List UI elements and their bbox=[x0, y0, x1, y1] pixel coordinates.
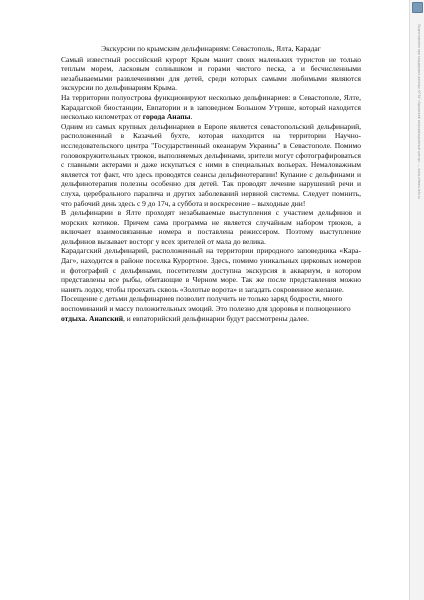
paragraph-karadag: Карадагский дельфинарий, расположенный на территории природного заповедника «Кара-Даг», находится в районе поселка Курортное. Здесь, помимо уникальных цирковых номеров и фотографий с дельфинами, посетителям доступна экскурсия в аквариум, в котором представлены все рыбы, обитающие в Черном море. Так же после представления можно нанять лодку, чтобы проехать сквозь «Золотые ворота» и загадать сокровенное желание. bbox=[61, 246, 361, 294]
side-panel bbox=[409, 0, 424, 600]
logo-icon bbox=[412, 2, 423, 13]
paragraph-text: Посещение с детьми дельфинариев позволит получить не только заряд бодрости, много воспоминаний и массу положительных эмоций. Это полезно для здоровья и полноценного bbox=[61, 294, 351, 314]
side-caption: Подготовлено при поддержке данных ФГБУ «Крымский информационный центр» — www.crimea-info.ru bbox=[417, 24, 421, 200]
page-title: Экскурсии по крымским дельфинариям: Севастополь, Ялта, Карадаг bbox=[101, 44, 321, 53]
paragraph-sevastopol: Одним из самых крупных дельфинариев в Европе является севастопольский дельфинарий, расположенный в Казачьей бухте, которая находится на территории Научно-исследовательского центра "Государственный океанарум Украины" в Севастополе. Помимо головокружительных трюков, выполняемых дельфинами, зрители могут сфотографироваться с главными актерами и даже искупаться с ними в специальных вольерах. Немаловажным является тот факт, что здесь проводятся сеансы дельфинотерапии! Купание с дельфинами и дельфинотерапия полезны особенно для детей. Так проводят лечение нарушений речи и слуха, церебрального паралича и других заболеваний нервной системы. Следует помнить, что рабочий день здесь с 9 до 17ч, а суббота и воскресение – выходные дни! bbox=[61, 121, 361, 208]
document-body bbox=[61, 44, 361, 323]
paragraph-text: . bbox=[190, 112, 193, 122]
paragraph-conclusion bbox=[61, 294, 361, 323]
anapa-rest-link[interactable]: отдыха. Анапский bbox=[61, 313, 124, 323]
paragraph-intro: Самый известный российский курорт Крым манит своих маленьких туристов не только теплым морем, ласковым солнышком и горами чистого песка, а и бесчисленными незабываемыми развлечениями для детей, среди которых самыми любимыми являются экскурсии по дельфинариям Крыма. bbox=[61, 54, 361, 93]
paragraph-text: , и евпаторийский дельфинарии будут рассмотрены далее. bbox=[123, 313, 309, 323]
paragraph-yalta: В дельфинарии в Ялте проходят незабываемые выступления с участием дельфинов и морских котиков. Причем сама программа не является случайным набором трюков, а включает взаимосвязанные номера и поставлена режиссером. Поэтому выступление дельфинов вызывает восторг у всех зрителей от мала до велика. bbox=[61, 208, 361, 246]
paragraph-dolphinarium-list bbox=[61, 93, 361, 122]
paragraph-text: На территории полуострова функционируют несколько дельфинариев: в Севастополе, Ялте, Карадагской биостанции, Евпатории и в заповедном Большом Утрише, который находится несколько километрах от bbox=[61, 92, 361, 122]
anapa-link[interactable]: города Анапы bbox=[142, 112, 191, 122]
